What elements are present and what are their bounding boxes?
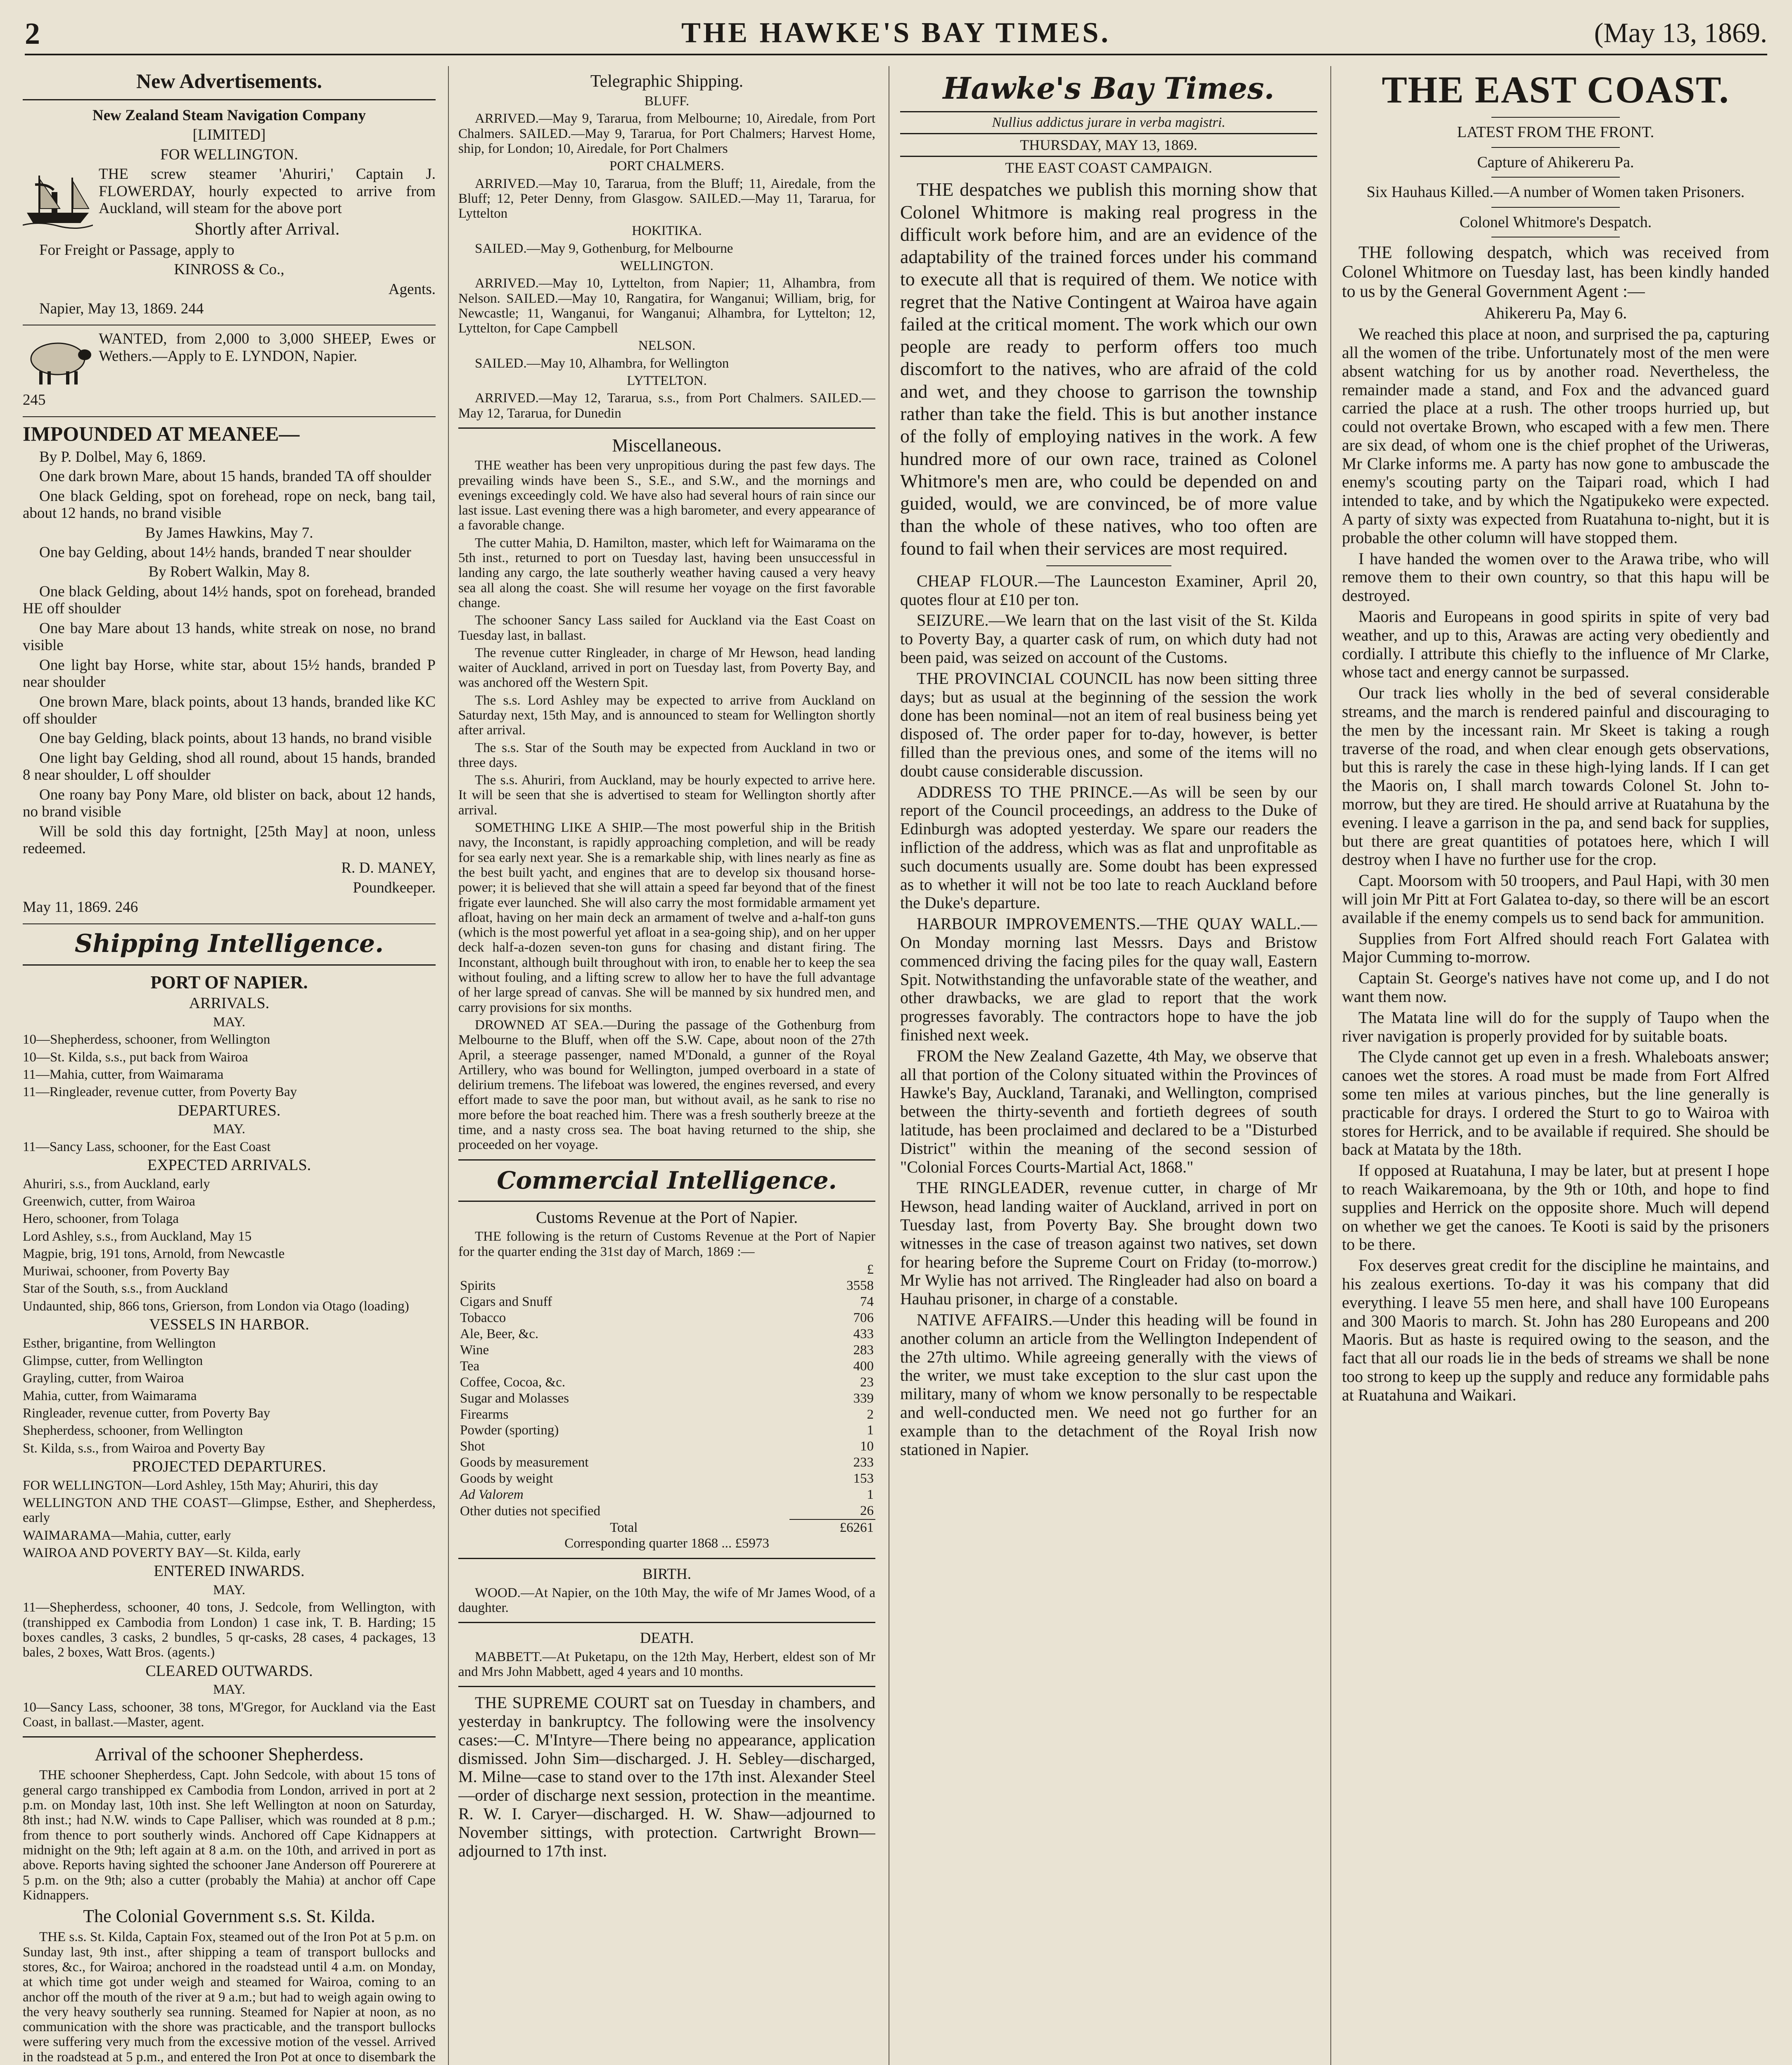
projected-item: WELLINGTON AND THE COAST—Glimpse, Esther, and Shepherdess, early <box>23 1495 436 1526</box>
column-shipping <box>458 66 875 2065</box>
editorial-title: Hawke's Bay Times. <box>943 71 1275 106</box>
subheading: VESSELS IN HARBOR. <box>149 1316 309 1334</box>
editorial-heading: THE EAST COAST CAMPAIGN. <box>1005 159 1212 176</box>
divider <box>900 133 1317 134</box>
table-row: Tobacco 706 <box>460 1310 874 1325</box>
section-heading: Telegraphic Shipping. <box>590 72 744 91</box>
table-row: Cigars and Snuff 74 <box>460 1294 874 1309</box>
news-item: CHEAP FLOUR.—The Launceston Examiner, April 20, quotes flour at £10 per ton. <box>900 571 1317 609</box>
month-label: MAY. <box>213 1122 245 1137</box>
table-row: Coffee, Cocoa, &c. 23 <box>460 1374 874 1390</box>
expected-item: Lord Ashley, s.s., from Auckland, May 15 <box>23 1229 252 1244</box>
table-row: Goods by measurement 233 <box>460 1455 874 1470</box>
misc-item: THE weather has been very unpropitious during the past few days. The prevailing winds have been S., S.E., and S.W., and the mornings and evenings exceedingly cold. We have also had several hours of rain since our last issue. Last evening there was a high barometer, and every appearance of a favorable change. <box>458 458 875 533</box>
subheading: Colonel Whitmore's Despatch. <box>1459 213 1652 231</box>
ad-heading: IMPOUNDED AT MEANEE— <box>23 422 300 445</box>
port-text: SAILED.—May 9, Gothenburg, for Melbourne <box>475 241 733 256</box>
subheading: PROJECTED DEPARTURES. <box>132 1457 326 1475</box>
misc-item: SOMETHING LIKE A SHIP.—The most powerful ship in the British navy, the Inconstant, is rapidly approaching completion, and will be ready for sea early next year. She is a remarkable ship, with lines nearly as fine as the best built yacht, and engines that are to develop six thousand horse-power; it is believed that she will attain a speed far beyond that of the finest frigate ever launched. She will also carry the most formidable armament yet afloat, having on her main deck an armament of twelve and a-half-ton guns (which is the most powerful yet afloat in a sea-going ship), and on her upper deck half-a-dozen seven-ton guns for chasing and distant firing. The Inconstant, although built throughout with iron, to enable her to keep the sea without fouling, and a lifting screw to allow her to have the full advantage of her large spread of canvas. She will be manned by six hundred men, and carry provisions for six months. <box>458 820 875 1015</box>
editorial-text: THE despatches we publish this morning show that Colonel Whitmore is making real progress in the difficult work before him, and are an evidence of the adaptability of the trained forces under his command to execute all that is required of them. We notice with regret that the Native Contingent at Wairoa have again failed at the critical moment. The work which our own people are ready to perform offers too much discomfort to the natives, who are afraid of the cold and wet, and they choose to garrison the township rather than take the field. This is but another instance of the folly of employing natives in the work. A few hundred more of our own race, trained as Colonel Whitmore's men are, who could be depended on and guided, would, we are convinced, be of more value than the whole of these natives, who too often are found to fail when their services are most required. <box>900 179 1317 559</box>
subheading: ENTERED INWARDS. <box>154 1562 305 1580</box>
table-row: Other duties not specified 26 <box>460 1503 874 1519</box>
table-row: Wine 283 <box>460 1342 874 1358</box>
impound-line: One bay Mare about 13 hands, white streak on nose, no brand visible <box>23 620 436 654</box>
impound-line: One brown Mare, black points, about 13 hands, branded like KC off shoulder <box>23 693 436 727</box>
port-text: ARRIVED.—May 10, Tararua, from the Bluff; 11, Airedale, from the Bluff; 12, Peter Denny, from Glasgow. SAILED.—May 11, Tararua, for Lyttelton <box>458 176 875 221</box>
currency-label: £ <box>867 1262 874 1277</box>
notice-heading: DEATH. <box>640 1630 694 1647</box>
masthead <box>25 17 1767 55</box>
news-item: NATIVE AFFAIRS.—Under this heading will be found in another column an article from the Wellington Independent of the 27th ultimo. While agreeing generally with the views of the writer, we must take exception to the slur cast upon the military, many of whom we know personally to be respectable and well-conducted men. We need not go further for an example than to the detachment of the Royal Irish now stationed in Napier. <box>900 1310 1317 1459</box>
port-heading: NELSON. <box>638 338 696 354</box>
misc-item: The s.s. Star of the South may be expected from Auckland in two or three days. <box>458 740 875 770</box>
divider <box>458 1558 875 1559</box>
impound-line: One light bay Gelding, shod all round, about 15 hands, branded 8 near shoulder, L off shoulder <box>23 749 436 784</box>
misc-item: The s.s. Ahuriri, from Auckland, may be hourly expected to arrive here. It will be seen that she is advertised to steam for Wellington shortly after arrival. <box>458 773 875 818</box>
article-text: I have handed the women over to the Arawa tribe, who will remove them to their own country, so that this hapu will be destroyed. <box>1342 549 1769 605</box>
divider <box>458 427 875 429</box>
subheading: Six Hauhaus Killed.—A number of Women taken Prisoners. <box>1366 183 1745 201</box>
table-row: Ale, Beer, &c. 433 <box>460 1326 874 1341</box>
table-heading: Customs Revenue at the Port of Napier. <box>536 1208 798 1227</box>
arrival-item: 10—Shepherdess, schooner, from Wellington <box>23 1032 270 1047</box>
notice-text: MABBETT.—At Puketapu, on the 12th May, Herbert, eldest son of Mr and Mrs John Mabbett, aged 4 years and 10 months. <box>458 1649 875 1679</box>
subheading: PORT OF NAPIER. <box>150 972 308 992</box>
column-rule <box>1330 66 1331 2065</box>
ad-text: For Freight or Passage, apply to <box>39 241 235 259</box>
divider <box>1491 147 1620 148</box>
section-heading: New Advertisements. <box>136 69 322 93</box>
divider <box>1491 207 1620 208</box>
misc-item: The s.s. Lord Ashley may be expected to arrive from Auckland on Saturday next, 15th May, and is announced to steam for Wellington shortly after arrival. <box>458 693 875 738</box>
expected-item: Undaunted, ship, 866 tons, Grierson, from London via Otago (loading) <box>23 1298 409 1314</box>
ad-text: WANTED, from 2,000 to 3,000 SHEEP, Ewes or Wethers.—Apply to E. LYNDON, Napier. <box>99 330 436 365</box>
vessel-item: Grayling, cutter, from Wairoa <box>23 1371 184 1386</box>
ad-date: May 11, 1869. 246 <box>23 899 138 916</box>
month-label: MAY. <box>213 1682 245 1697</box>
port-heading: PORT CHALMERS. <box>609 159 724 174</box>
ad-sheep <box>23 330 436 417</box>
motto: Nullius addictus jurare in verba magistri. <box>992 114 1225 130</box>
impound-line: By James Hawkins, May 7. <box>145 524 313 541</box>
subheading: ARRIVALS. <box>189 995 270 1012</box>
port-heading: WELLINGTON. <box>620 259 713 273</box>
port-heading: BLUFF. <box>644 94 690 109</box>
misc-item: DROWNED AT SEA.—During the passage of the Gothenburg from Melbourne to the Bluff, when off the S.W. Cape, about noon of the 27th April, a steerage passenger, named M'Donald, a gunner of the Royal Artillery, who was bound for Wellington, jumped overboard in a state of delirium tremens. The lifeboat was lowered, the engines reversed, and every effort made to save the poor man, but without avail, as he sank to rise no more before the boat reached him. There was a fresh southerly breeze at the time, and a nasty cross sea. The boat having returned to the ship, she proceeded on her voyage. <box>458 1017 875 1153</box>
table-row: Powder (sporting) 1 <box>460 1423 874 1438</box>
article-text: THE SUPREME COURT sat on Tuesday in chambers, and yesterday in bankruptcy. The following were the insolvency cases:—C. M'Intyre—There being no appearance, application dismissed. John Sim—discharged. J. H. Sebley—discharged, M. Milne—case to stand over to the 17th inst. Alexander Steel—order of discharge next session, protection in the meantime. R. W. I. Caryer—discharged. H. W. Shaw—adjourned to November sittings, with protection. Cartwright Brown—adjourned to 17th inst. <box>458 1693 875 1860</box>
impound-line: One bay Gelding, black points, about 13 hands, no brand visible <box>39 730 432 747</box>
divider <box>1046 565 1171 566</box>
divider <box>458 1686 875 1687</box>
entered-item: 11—Shepherdess, schooner, 40 tons, J. Sedcole, from Wellington, with (transhipped ex Cambodia from London) 1 case ink, T. B. Harding; 15 boxes candles, 3 casks, 2 bundles, 5 qr-casks, 28 cases, 4 packages, 13 bales, 2 boxes, Watt Bros. (agents.) <box>23 1600 436 1660</box>
paper-title: THE HAWKE'S BAY TIMES. <box>681 17 1111 49</box>
subheading: Capture of Ahikereru Pa. <box>1477 153 1634 171</box>
article-heading: The Colonial Government s.s. St. Kilda. <box>83 1906 375 1927</box>
vessel-item: Glimpse, cutter, from Wellington <box>23 1353 203 1369</box>
divider <box>458 1201 875 1202</box>
divider <box>900 156 1317 157</box>
misc-item: The cutter Mahia, D. Hamilton, master, which left for Waimarama on the 5th inst., returned to port on Tuesday last, having been unsuccessful in landing any cargo, the late southerly weather having caused a very heavy sea all along the coast. She will resume her voyage on the first favorable change. <box>458 535 875 610</box>
table-row: Spirits 3558 <box>460 1278 874 1293</box>
divider <box>458 1622 875 1623</box>
misc-item: The schooner Sancy Lass sailed for Auckland via the East Coast on Tuesday last, in ballast. <box>458 613 875 643</box>
page-number: 2 <box>25 17 40 51</box>
subheading: LATEST FROM THE FRONT. <box>1457 123 1655 141</box>
impound-line: By P. Dolbel, May 6, 1869. <box>39 448 206 465</box>
column-advertisements <box>23 66 436 2065</box>
article-text: Supplies from Fort Alfred should reach Fort Galatea with Major Cumming to-morrow. <box>1342 929 1769 966</box>
article-text: THE following despatch, which was received from Colonel Whitmore on Tuesday last, has been kindly handed to us by the General Government Agent :— <box>1342 243 1769 301</box>
news-item: THE PROVINCIAL COUNCIL has now been sitting three days; but as usual at the beginning of the session the work done has been nominal—not an item of real business being yet disposed of. The order paper for to-day, however, is better filled than the previous ones, and some of the items will no doubt cause considerable discussion. <box>900 669 1317 780</box>
impound-line: One roany bay Pony Mare, old blister on back, about 12 hands, no brand visible <box>23 786 436 821</box>
cleared-item: 10—Sancy Lass, schooner, 38 tons, M'Gregor, for Auckland via the East Coast, in ballast.—Master, agent. <box>23 1699 436 1730</box>
ad-impounded <box>23 422 436 924</box>
divider <box>23 99 436 100</box>
news-item: ADDRESS TO THE PRINCE.—As will be seen by our report of the Council proceedings, an address to the Duke of Edinburgh was adopted yesterday. We spare our readers the infliction of the address, which was as flat and unprofitable as such documents usually are. Some doubt has been expressed as to whether it will not be too late to reach Auckland before the Duke's departure. <box>900 782 1317 912</box>
steamship-icon <box>23 167 93 229</box>
projected-item: WAIMARAMA—Mahia, cutter, early <box>23 1528 231 1543</box>
month-label: MAY. <box>213 1583 245 1598</box>
expected-item: Hero, schooner, from Tolaga <box>23 1211 179 1227</box>
table-intro: THE following is the return of Customs Revenue at the Port of Napier for the quarter ending the 31st day of March, 1869 :— <box>458 1229 875 1259</box>
month-label: MAY. <box>213 1015 245 1030</box>
divider <box>458 1159 875 1161</box>
dateline: Ahikereru Pa, May 6. <box>1484 304 1627 323</box>
article-text: Capt. Moorsom with 50 troopers, and Paul Hapi, with 30 men will join Mr Pitt at Fort Galatea to-day, so there will be an escort available if the enemy compels us to send back for ammunition. <box>1342 871 1769 927</box>
table-row: Sugar and Molasses 339 <box>460 1391 874 1406</box>
ad-subheading: [LIMITED] <box>192 126 266 144</box>
vessel-item: Ringleader, revenue cutter, from Poverty Bay <box>23 1406 270 1421</box>
ad-steamer <box>23 107 436 325</box>
subheading: EXPECTED ARRIVALS. <box>147 1156 311 1174</box>
vessel-item: St. Kilda, s.s., from Wairoa and Poverty Bay <box>23 1441 265 1456</box>
table-row: Shot 10 <box>460 1439 874 1454</box>
expected-item: Magpie, brig, 191 tons, Arnold, from Newcastle <box>23 1246 285 1261</box>
impound-line: One black Gelding, about 14½ hands, spot on forehead, branded HE off shoulder <box>23 583 436 617</box>
arrival-item: 10—St. Kilda, s.s., put back from Wairoa <box>23 1049 248 1065</box>
vessel-item: Mahia, cutter, from Waimarama <box>23 1388 197 1403</box>
column-rule <box>448 66 449 2065</box>
port-text: ARRIVED.—May 10, Lyttelton, from Napier; 11, Alhambra, from Nelson. SAILED.—May 10, Rangatira, for Wanganui; William, brig, for Newcastle; 11, Wanganui, for Wanganui; Alhambra, for Lyttelton; 12, Lyttelton, for Cape Campbell <box>458 276 875 336</box>
table-row: Goods by weight 153 <box>460 1471 874 1486</box>
divider <box>900 111 1317 112</box>
vessel-item: Shepherdess, schooner, from Wellington <box>23 1423 243 1438</box>
ad-heading: New Zealand Steam Navigation Company <box>92 107 366 124</box>
issue-date: (May 13, 1869. <box>1594 17 1767 48</box>
section-heading: THE EAST COAST. <box>1382 69 1730 111</box>
impound-line: By Robert Walkin, May 8. <box>148 563 310 581</box>
impound-line: One light bay Horse, white star, about 15½ hands, branded P near shoulder <box>23 656 436 691</box>
ad-text: KINROSS & Co., <box>174 261 284 278</box>
article-text: The Clyde cannot get up even in a fresh. Whaleboats answer; canoes wet the stores. A road must be made from Fort Alfred some ten miles at various pinches, but the line generally is practicable for drays. I ordered the Sturt to go to Wairoa with stores for Herrick, and to be available if required. She should be back at Matata by the 18th. <box>1342 1047 1769 1159</box>
expected-item: Greenwich, cutter, from Wairoa <box>23 1194 195 1209</box>
notice-heading: BIRTH. <box>642 1566 692 1583</box>
ad-number: 245 <box>23 392 46 409</box>
article-heading: Arrival of the schooner Shepherdess. <box>95 1744 364 1765</box>
section-heading: Shipping Intelligence. <box>74 929 384 958</box>
table-row: Ad Valorem 1 <box>460 1487 874 1502</box>
impound-line: One bay Gelding, about 14½ hands, branded T near shoulder <box>39 544 411 561</box>
ad-text: Napier, May 13, 1869. 244 <box>39 300 204 317</box>
ad-subheading: FOR WELLINGTON. <box>160 146 298 163</box>
article-text: We reached this place at noon, and surprised the pa, capturing all the women of the tribe. Unfortunately most of the men were absent watching for us by another road. Nevertheless, the remainder made a stand, and Fox and the advanced guard carried the place at a rush. The other troops hurried up, but could not overtake Brown, who escaped with a few men. There are six dead, of whom one is the chief prophet of the Uriweras, Mr Clarke informs me. A party has now gone to ambuscade the enemy's scouting party on the Taipari road, which I had intended to take, and by which the Ngatipukeko were expected. A party of sixty was expected from Ruatahuna to-night, but it is probable the other column will have stopped them. <box>1342 325 1769 547</box>
expected-item: Muriwai, schooner, from Poverty Bay <box>23 1264 230 1279</box>
news-item: HARBOUR IMPROVEMENTS.—THE QUAY WALL.—On Monday morning last Messrs. Days and Bristow commenced driving the facing piles for the quay wall, Eastern Spit. Notwithstanding the unfavorable state of the weather, and other drawbacks, we are glad to report that the work progresses favorably. The contractors hope to have the job finished next week. <box>900 914 1317 1044</box>
sheep-icon <box>23 332 93 390</box>
port-heading: LYTTELTON. <box>627 373 707 389</box>
table-footnote: Corresponding quarter 1868 ... £5973 <box>564 1536 769 1551</box>
misc-item: The revenue cutter Ringleader, in charge of Mr Hewson, head landing waiter of Auckland, arrived in port on Tuesday last, from Poverty Bay, and was anchored off the Western Spit. <box>458 645 875 691</box>
impound-line: One black Gelding, spot on forehead, rope on neck, bang tail, about 12 hands, no brand visible <box>23 487 436 522</box>
news-item: SEIZURE.—We learn that on the last visit of the St. Kilda to Poverty Bay, a quarter cask of rum, on which duty had not been paid, was seized on account of the Customs. <box>900 611 1317 667</box>
article-text: THE schooner Shepherdess, Capt. John Sedcole, with about 15 tons of general cargo transhipped ex Cambodia from London, arrived in port at 2 p.m. on Monday last, 10th inst. She left Wellington at noon on Saturday, 8th inst.; had N.W. winds to Cape Palliser, which was rounded at 8 p.m.; from thence to port southerly winds. Anchored off Cape Kidnappers at midnight on the 9th; left again at 8 a.m. on the 10th, and arrived in port as above. Reports having sighted the schooner Jane Anderson off Pourerere at 5 p.m. on the 9th; also a cutter (probably the Mahia) at anchor off Cape Kidnappers. <box>23 1768 436 1903</box>
divider <box>23 1736 436 1737</box>
column-east-coast <box>1342 66 1769 2065</box>
signature: R. D. MANEY, <box>341 859 436 877</box>
projected-item: WAIROA AND POVERTY BAY—St. Kilda, early <box>23 1545 301 1560</box>
port-text: SAILED.—May 10, Alhambra, for Wellington <box>475 356 729 371</box>
ad-text: Shortly after Arrival. <box>194 219 340 239</box>
ad-text: Agents. <box>388 280 436 298</box>
vessel-item: Esther, brigantine, from Wellington <box>23 1336 216 1351</box>
subheading: CLEARED OUTWARDS. <box>145 1662 313 1680</box>
news-item: THE RINGLEADER, revenue cutter, in charge of Mr Hewson, head landing waiter of Auckland, arrived in port on Tuesday last, from Poverty Bay. She brought down two witnesses in the case of treason against two natives, set down for hearing before the Supreme Court on Friday (to-morrow.) Mr Wylie has not arrived. The Ringleader had also on board a Hauhau prisoner, in charge of a constable. <box>900 1178 1317 1308</box>
table-total: Total £6261 <box>458 1519 875 1536</box>
article-text: THE s.s. St. Kilda, Captain Fox, steamed out of the Iron Pot at 5 p.m. on Sunday last, 9th inst., after shipping a team of transport bullocks and stores, &c., for Wairoa; anchored in the roadstead until 4 a.m. on Monday, at which time got under weigh and steamed for Wairoa, coming to an anchor off the mouth of the river at 9 a.m.; but had to weigh again owing to the very heavy southerly sea running. Steamed for Napier at noon, as no communication with the shore was practicable, and the transport bullocks were suffering very much from the excessive motion of the vessel. Arrived in the roadstead at 5 p.m., and entered the Iron Pot at once to disembark the <box>23 1930 436 2065</box>
news-item: FROM the New Zealand Gazette, 4th May, we observe that all that portion of the Colony situated within the Provinces of Hawke's Bay, Auckland, Taranaki, and Wellington, comprised between the thirty-seventh and fortieth degrees of south latitude, has been proclaimed and declared to be a "Disturbed District" within the meaning of the second session of "Colonial Forces Courts-Martial Act, 1868." <box>900 1046 1317 1176</box>
section-heading: Commercial Intelligence. <box>497 1166 837 1194</box>
impound-line: Will be sold this day fortnight, [25th May] at noon, unless redeemed. <box>23 823 436 857</box>
notice-text: WOOD.—At Napier, on the 10th May, the wife of Mr James Wood, of a daughter. <box>458 1585 875 1615</box>
article-text: Maoris and Europeans in good spirits in spite of very bad weather, and up to this, Arawas are acting very obediently and cordially. I attribute this chiefly to the influence of Mr Clarke, whose tact and energy cannot be surpassed. <box>1342 607 1769 681</box>
port-text: ARRIVED.—May 12, Tararua, s.s., from Port Chalmers. SAILED.—May 12, Tararua, for Dunedin <box>458 391 875 421</box>
signature-title: Poundkeeper. <box>353 879 436 896</box>
arrival-item: 11—Ringleader, revenue cutter, from Poverty Bay <box>23 1085 297 1100</box>
section-heading: Miscellaneous. <box>612 435 722 456</box>
expected-item: Ahuriri, s.s., from Auckland, early <box>23 1176 210 1192</box>
port-heading: HOKITIKA. <box>632 223 702 239</box>
article-text: The Matata line will do for the supply of Taupo when the river navigation is properly provided for by suitable boats. <box>1342 1008 1769 1045</box>
table-row: Firearms 2 <box>460 1407 874 1422</box>
expected-item: Star of the South, s.s., from Auckland <box>23 1281 228 1296</box>
port-text: ARRIVED.—May 9, Tararua, from Melbourne; 10, Airedale, from Port Chalmers. SAILED.—May 9, Tararua, for Port Chalmers; Harvest Home, ship, for London; 10, Airedale, for Port Chalmers <box>458 111 875 156</box>
subheading: DEPARTURES. <box>178 1101 281 1119</box>
editorial-date: THURSDAY, MAY 13, 1869. <box>1020 136 1197 153</box>
table-row: Tea 400 <box>460 1358 874 1374</box>
arrival-item: 11—Mahia, cutter, from Waimarama <box>23 1067 224 1082</box>
projected-item: FOR WELLINGTON—Lord Ashley, 15th May; Ahuriri, this day <box>23 1478 378 1493</box>
departure-item: 11—Sancy Lass, schooner, for the East Coast <box>23 1139 271 1154</box>
divider <box>1491 117 1620 118</box>
impound-line: One dark brown Mare, about 15 hands, branded TA off shoulder <box>39 468 431 485</box>
column-editorial <box>900 66 1317 2065</box>
article-text: If opposed at Ruatahuna, I may be later, but at present I hope to reach Waikaremoana, by the 9th or 10th, and hope to find supplies and Herrick on the opposite shore. Much will depend on whether we get the canoes. Te Kooti is said by the prisoners to be there. <box>1342 1161 1769 1254</box>
article-text: Captain St. George's natives have not come up, and I do not want them now. <box>1342 968 1769 1006</box>
customs-table <box>458 1262 875 1536</box>
divider <box>23 964 436 966</box>
article-text: Our track lies wholly in the bed of several considerable streams, and the march is rendered painful and discouraging to the men by the incessant rain. Mr Skeet is taking a rough traverse of the road, and when clear enough gets observations, but this is rarely the case in these high-lying lands. If I can get the Maoris on, I shall march towards Colonel St. John to-morrow, but they are tired. He should arrive at Ruatahuna by the evening. I leave a garrison in the pa, and send back for supplies, but there are great quantities of potatoes here, which I will destroy when I have no further use for the crop. <box>1342 684 1769 869</box>
divider <box>1491 177 1620 178</box>
ad-text: THE screw steamer 'Ahuriri,' Captain J. FLOWERDAY, hourly expected to arrive from Auckland, will steam for the above port <box>99 166 436 217</box>
article-text: Fox deserves great credit for the discipline he maintains, and his zealous exertions. To-day it was his company that did everything. I leave 55 men here, and shall have 100 Europeans and 300 Maoris to march. St. John has 280 Europeans and 200 Maoris. But as haste is required owing to the season, and the fact that all our roads lie in the beds of streams we shall be none too strong to keep up the supply and reduce any formidable pahs at Ruatahuna and Waikari. <box>1342 1256 1769 1404</box>
